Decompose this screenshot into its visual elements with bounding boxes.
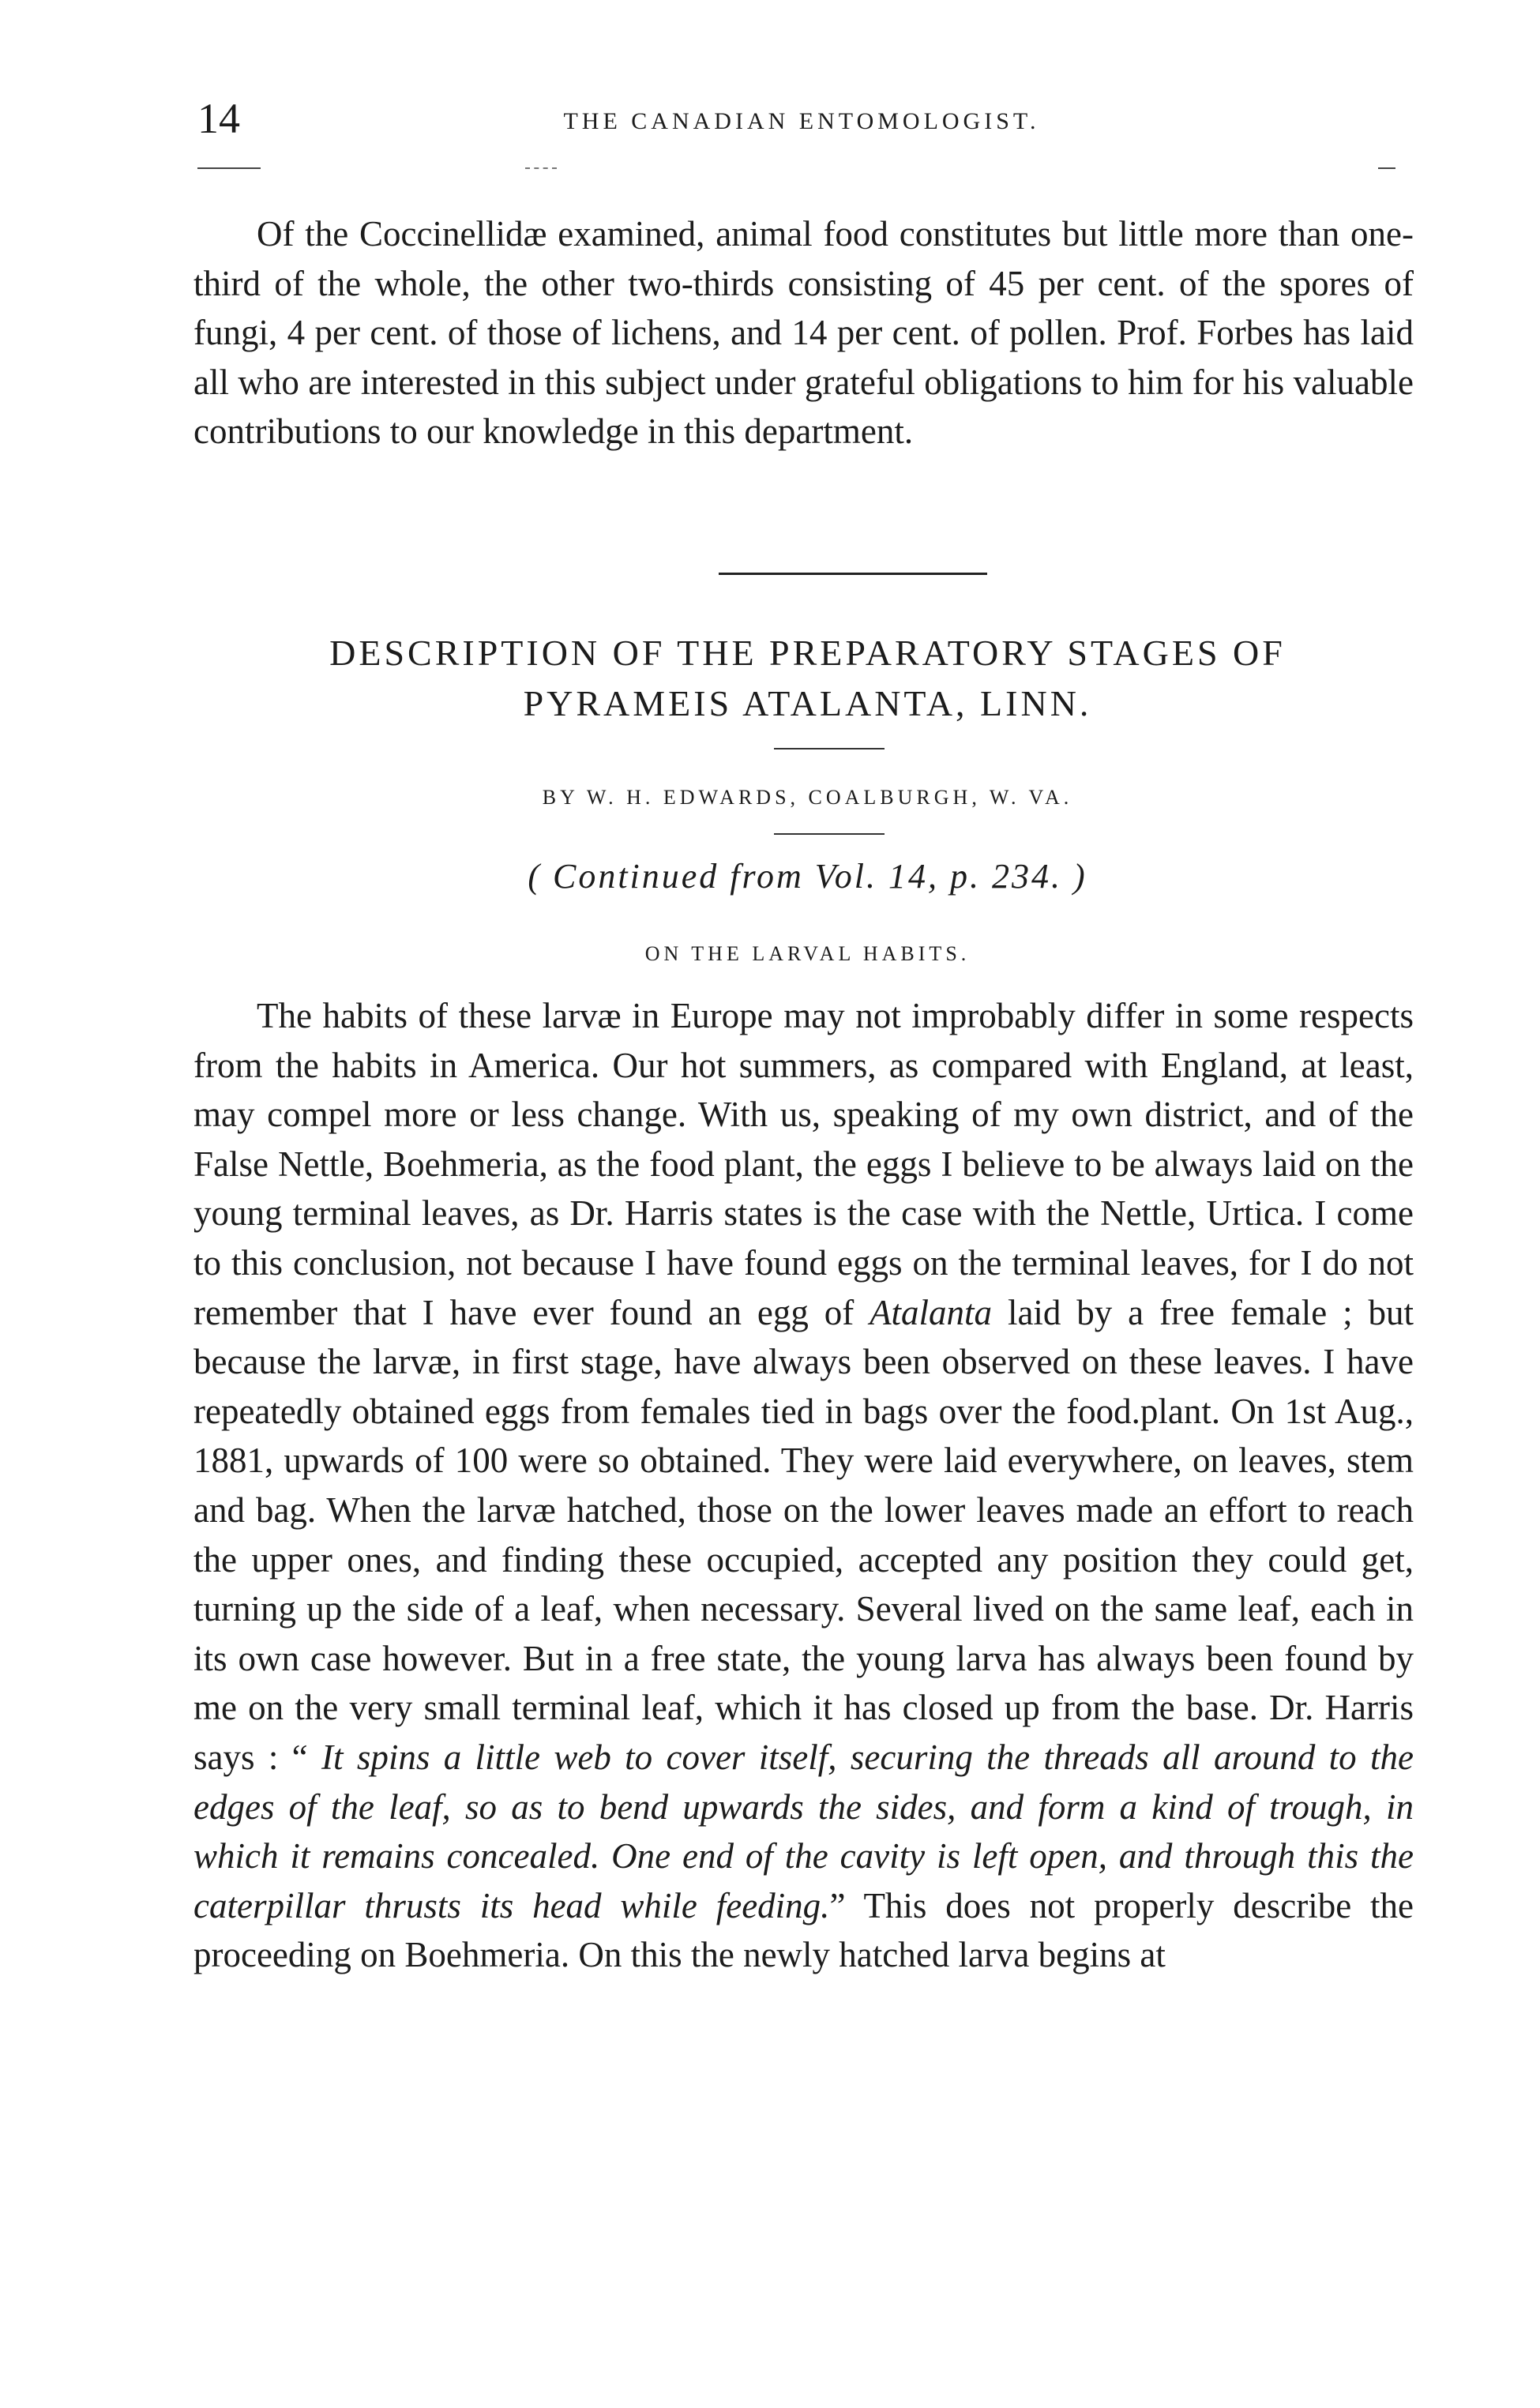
article-title-line-2: PYRAMEIS ATALANTA, LINN. <box>523 683 1092 723</box>
header-rule-right <box>1378 167 1395 169</box>
intro-paragraph: Of the Coccinellidæ examined, animal food constitutes but little more than one-third of the whole, the other two-thirds consisting of 45 per cent. of the spores of fungi, 4 per cent. of those of lichens, and 14 per cent. of pollen. Prof. Forbes has laid all who are interested in this subject under grateful obligations to him for his valuable contributions to our knowledge in this department. <box>193 214 1414 452</box>
section-subheading: ON THE LARVAL HABITS. <box>644 942 971 965</box>
header-rule-left <box>197 167 261 169</box>
body-italic-quotation: It spins a little web to cover itself, securing the threads all around to the edges of the leaf, so as to bend upwards the sides, and form a kind of trough, in which it remains concealed. One end of the cavity is left open, and through this the caterpillar thrusts its head while feeding. <box>193 1737 1414 1925</box>
body-text-part-2: laid by a free female ; but because the larvæ, in first stage, have always been observed on these leaves. I have repeatedly obtained eggs from females tied in bags over the food.plant. On 1st Aug., 1881, upwards of 100 were so obtained. They were laid everywhere, on leaves, stem and bag. When the larvæ hatched, those on the lower leaves made an effort to reach the upper ones, and finding these occupied, accepted any position they could get, turning up the side of a leaf, when necessary. Several lived on the same leaf, each in its own case however. But in a free state, the young larva has always been found by me on the very small terminal leaf, which it has closed up from the base. Dr. Harris says : “ <box>193 1292 1414 1777</box>
journal-title: THE CANADIAN ENTOMOLOGIST. <box>563 108 1040 134</box>
running-header <box>197 95 1406 142</box>
body-paragraph <box>193 991 1414 1980</box>
header-rule-middle <box>525 167 557 169</box>
byline-rule <box>774 833 885 835</box>
article-title-line-1: DESCRIPTION OF THE PREPARATORY STAGES OF <box>329 633 1286 673</box>
body-italic-species: Atalanta <box>870 1292 993 1332</box>
page-number: 14 <box>197 95 240 142</box>
section-divider <box>719 573 987 575</box>
body-text-part-1: The habits of these larvæ in Europe may not improbably differ in some respects from the habits in America. Our hot summers, as compared with England, at least, may compel more or less change. With us, speaking of my own district, and of the False Nettle, Boehmeria, as the food plant, the eggs I believe to be always laid on the young terminal leaves, as Dr. Harris states is the case with the Nettle, Urtica. I come to this conclusion, not because I have found eggs on the terminal leaves, for I do not remember that I have ever found an egg of <box>193 996 1414 1332</box>
continuation-note: ( Continued from Vol. 14, p. 234. ) <box>528 857 1087 896</box>
title-rule <box>774 748 885 749</box>
article-byline: BY W. H. EDWARDS, COALBURGH, W. VA. <box>542 786 1073 809</box>
article-title <box>197 628 1418 729</box>
body-text-part-3: ” This does not properly describe the proceeding on Boehmeria. On this the newly hatched larva begins at <box>193 1885 1414 1975</box>
